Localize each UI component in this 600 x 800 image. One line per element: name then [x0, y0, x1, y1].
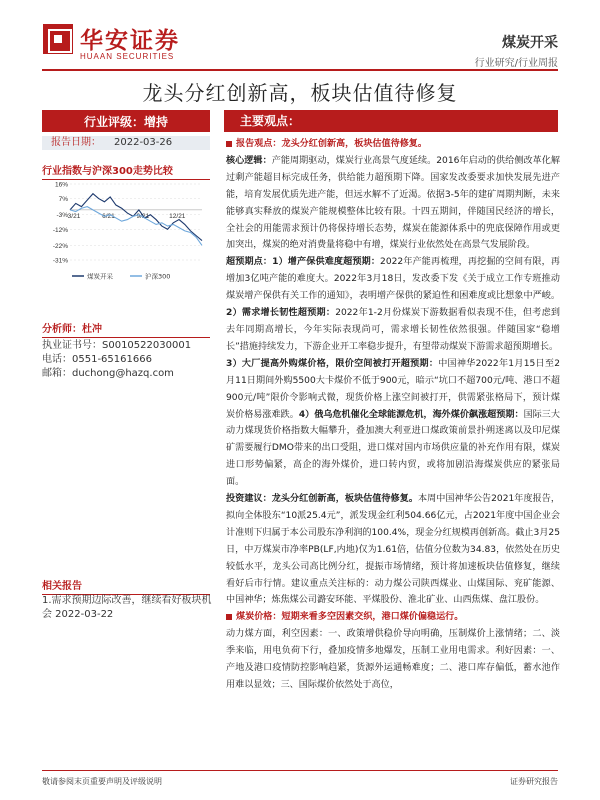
y-tick-label: -12%	[52, 226, 68, 234]
report-type: 行业研究/行业周报	[474, 58, 558, 69]
beyond-expectation-paragraph-2	[226, 356, 560, 491]
report-view-heading	[226, 136, 560, 153]
expectation-label-4: 4）俄乌危机催化全球能源危机，海外煤价飙涨超预期：	[298, 409, 524, 420]
expectation-text-4: 国际三大动力煤现货价格指数大幅攀升，叠加澳大利亚进口煤政策前景扑朔迷离以及印尼煤矿需要履行DMO带来的出口受阻，进口煤对国内市场供应量的补充作用有限，煤炭进口形势偏紧，高企的海外煤价，进口转内贸，或将加剧沿海煤炭供应的紧张局面。	[226, 409, 560, 488]
main-content	[226, 136, 560, 694]
x-tick-label: 6/21	[102, 212, 115, 220]
disclaimer-note[interactable]: 敬请参阅末页重要声明及评级说明	[42, 777, 162, 786]
report-date-bar	[42, 136, 210, 150]
x-tick-label: 9/21	[136, 212, 150, 220]
expectation-text-2: 2022年1-2月份煤炭下游数据看似表现不佳，但考虑到去年同期高增长，今年实际表现尚可，需求增长韧性依然很强。伴随国家“稳增长”措施持续发力，下游企业开工率稳步提升，有望带动煤炭下游需求超预期增长。	[226, 308, 561, 352]
report-category: 证券研究报告	[510, 777, 558, 786]
analyst-cert: 执业证书号：S0010522030001	[42, 340, 192, 351]
main-points-title: 主要观点：	[224, 110, 558, 132]
investment-advice-label: 投资建议：龙头分红创新高，板块估值待修复。	[226, 494, 418, 505]
report-view-text: 报告观点：龙头分红创新高，板块估值待修复。	[236, 139, 427, 149]
y-tick-label: 7%	[58, 196, 68, 204]
analyst-title: 分析师：杜冲	[42, 320, 210, 338]
expectation-label-3: 3）大厂提高外购煤价格，限价空间被打开超预期：	[226, 358, 439, 369]
investment-advice-paragraph	[226, 491, 560, 609]
coal-price-heading-text: 煤炭价格：短期来看多空因素交织，港口煤价偏稳运行。	[236, 612, 464, 623]
legend-label: 沪深300	[145, 272, 171, 281]
industry-rating: 行业评级：增持	[42, 110, 210, 132]
expectation-label-1: 超预期点：1）增产保供难度超预期：	[226, 257, 381, 268]
core-logic-paragraph	[226, 153, 560, 254]
investment-advice-text: 本周中国神华公告2021年度报告，拟向全体股东“10派25.4元”，派发现金红利504.66亿元，占2021年度中国企业会计准则下归属于本公司股东净利润的100.4%，现金分红规模再创新高。截止3月25日，中万煤炭市净率PB(LF,内地)仅为1.61倍，估值分位数为34.83，依然处在历史较低水平，龙头公司高比例分红，提振市场情绪，预计将加速板块估值修复，继续看好后市行情。建议重点关注标的：动力煤公司陕西煤业、山煤国际、兖矿能源、中国神华；炼焦煤公司潞安环能、平煤股份、淮北矿业、山西焦煤、盘江股份。	[226, 494, 560, 606]
core-logic-label: 核心逻辑：	[226, 155, 272, 166]
expectation-label-2: 2）需求增长韧性超预期：	[226, 308, 336, 319]
analyst-phone: 电话：0551-65161666	[42, 354, 152, 365]
related-report-item[interactable]: 1.需求预期边际改善，继续看好板块机会 2022-03-22	[42, 595, 212, 620]
analyst-email: 邮箱：duchong@hazq.com	[42, 368, 174, 379]
legend-label: 煤炭开采	[87, 272, 113, 281]
expectation-text-1: 2022年产能再梳理，再挖掘的空间有限，再增加3亿吨产能的难度大。2022年3月18日，发改委下发《关于成立工作专班推动煤炭增产保供有关工作的通知》，表明增产保供的紧迫性和困难度或比想象中严峻。	[226, 257, 560, 302]
related-reports-title: 相关报告	[42, 577, 210, 595]
y-tick-label: 16%	[54, 181, 68, 189]
x-tick-label: 3/21	[67, 212, 81, 220]
page-header	[0, 0, 600, 78]
chart-section-title: 行业指数与沪深300走势比较	[42, 162, 210, 180]
company-logo-icon	[43, 24, 73, 54]
expectation-text-3: 中国神华2022年1月15日至2月11日期间外购5500大卡煤价不低于900元，暗示“坑口不超700元/吨、港口不超900元/吨”限价令影响式微，现货价格上涨空间被打开，供需紧张格局下，预计煤炭价格易涨难跌。	[226, 358, 560, 420]
y-tick-label: -22%	[52, 242, 68, 250]
logo-text-en: HUAAN SECURITIES	[80, 52, 175, 61]
core-logic-text: 产能周期驱动，煤炭行业高景气度延续。2016年启动的供给侧改革化解过剩产能超目标完成任务，供给能力超预期下降。国家发改委要求加快发展先进产能，培育发展优质先进产能，但远水解不了近渴。依据3-5年的建矿周期判断，未来能够真实释放的煤炭产能规模整体比较有限。十四五期间，伴随国民经济的增长，全社会的用能需求预计仍将保持增长态势，煤炭在能源体系中的兜底保障作用或更加突出，煤炭的绝对消费量将稳中有增，煤炭行业依然处在高景气发展阶段。	[226, 155, 560, 251]
y-tick-label: -31%	[52, 257, 68, 265]
report-date-value: 2022-03-26	[110, 136, 210, 150]
y-tick-label: -3%	[56, 212, 68, 220]
coal-price-heading	[226, 609, 560, 626]
bullet-icon	[226, 141, 232, 147]
industry-name: 煤炭开采	[502, 35, 558, 51]
footer-divider	[42, 770, 558, 771]
beyond-expectation-paragraph	[226, 254, 560, 355]
header-divider	[42, 69, 558, 71]
bullet-icon	[226, 614, 232, 620]
coal-price-paragraph: 动力煤方面，利空因素：一、政策增供稳价导向明确，压制煤价上涨情绪；二、淡季来临，用电负荷下行，叠加疫情多地爆发，压制工业用电需求。利好因素：一、产地及港口疫情防控影响趋紧，货源外运通畅难度；二、港口库存偏低，蓄水池作用难以显效；三、国际煤价依然处于高位，	[226, 629, 560, 690]
index-comparison-chart	[42, 178, 210, 288]
report-title: 龙头分红创新高，板块估值待修复	[142, 81, 458, 105]
report-date-label: 报告日期：	[42, 136, 110, 150]
logo-text-cn: 华安证券	[80, 27, 180, 54]
x-tick-label: 12/21	[169, 212, 186, 220]
